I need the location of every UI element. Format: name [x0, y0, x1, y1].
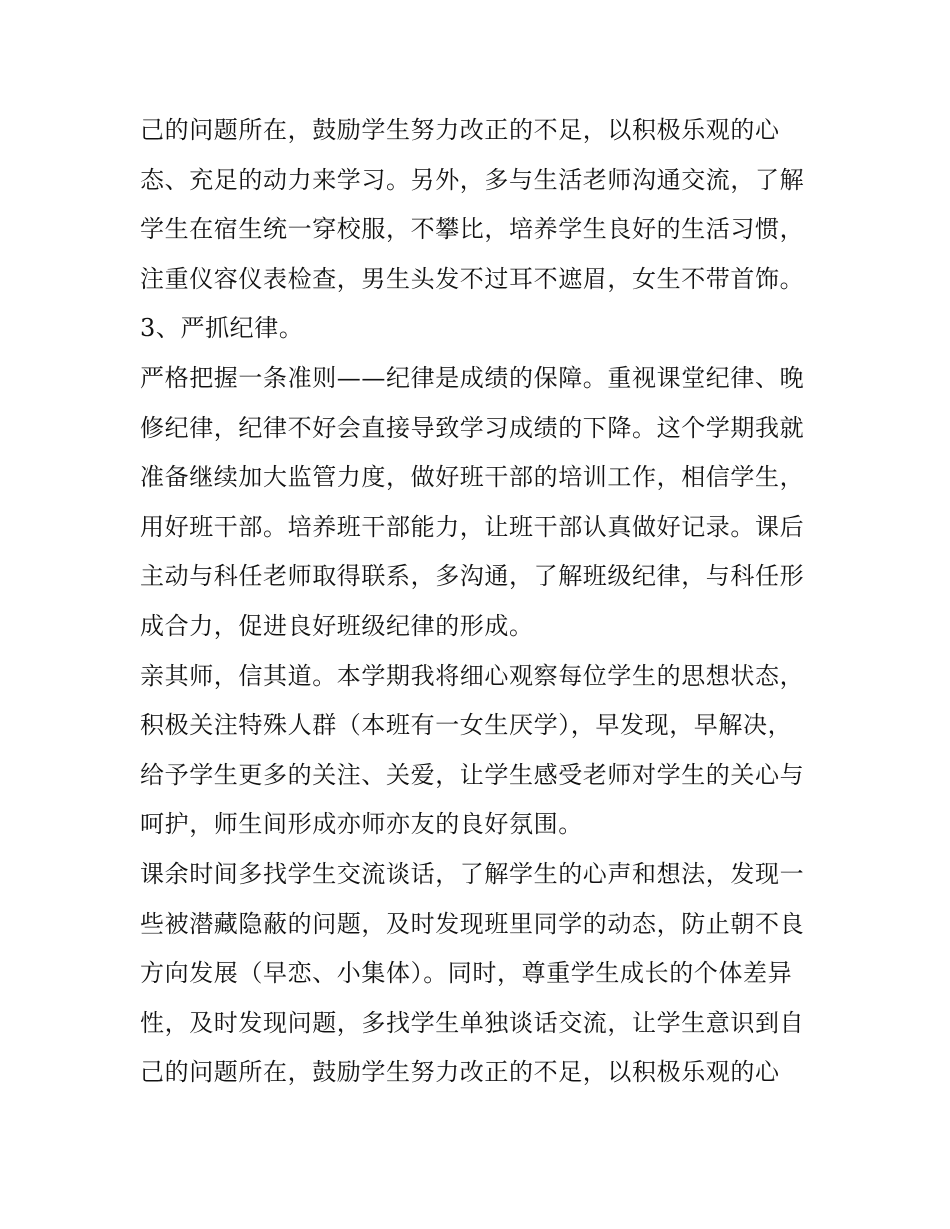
text-line: 给予学生更多的关注、关爱，让学生感受老师对学生的关心与 [140, 760, 805, 789]
text-line: 态、充足的动力来学习。另外，多与生活老师沟通交流，了解 [140, 165, 805, 194]
text-line: 己的问题所在，鼓励学生努力改正的不足，以积极乐观的心 [140, 1058, 780, 1087]
text-line: 注重仪容仪表检查，男生头发不过耳不遮眉，女生不带首饰。 [140, 264, 805, 293]
text-line: 方向发展（早恋、小集体）。同时，尊重学生成长的个体差异 [140, 959, 793, 988]
section-heading: 3、严抓纪律。 [140, 314, 304, 343]
text-line: 积极关注特殊人群（本班有一女生厌学），早发现，早解决， [140, 711, 793, 740]
text-line: 学生在宿生统一穿校服，不攀比，培养学生良好的生活习惯， [140, 215, 805, 244]
text-line: 修纪律，纪律不好会直接导致学习成绩的下降。这个学期我就 [140, 413, 805, 442]
text-line: 性，及时发现问题，多找学生单独谈话交流，让学生意识到自 [140, 1008, 805, 1037]
text-line: 己的问题所在，鼓励学生努力改正的不足，以积极乐观的心 [140, 116, 780, 144]
text-line: 成合力，促进良好班级纪律的形成。 [140, 611, 534, 640]
text-line: 些被潜藏隐蔽的问题，及时发现班里同学的动态，防止朝不良 [140, 909, 805, 938]
text-line: 亲其师，信其道。本学期我将细心观察每位学生的思想状态， [140, 661, 805, 690]
text-line: 用好班干部。培养班干部能力，让班干部认真做好记录。课后 [140, 512, 805, 541]
text-line: 课余时间多找学生交流谈话，了解学生的心声和想法，发现一 [140, 859, 805, 888]
text-line: 准备继续加大监管力度，做好班干部的培训工作，相信学生， [140, 463, 805, 492]
text-line: 呵护，师生间形成亦师亦友的良好氛围。 [140, 810, 583, 839]
text-line: 严格把握一条准则——纪律是成绩的保障。重视课堂纪律、晚 [140, 363, 805, 392]
body-text [140, 106, 820, 1098]
text-line: 主动与科任老师取得联系，多沟通，了解班级纪律，与科任形 [140, 562, 805, 591]
